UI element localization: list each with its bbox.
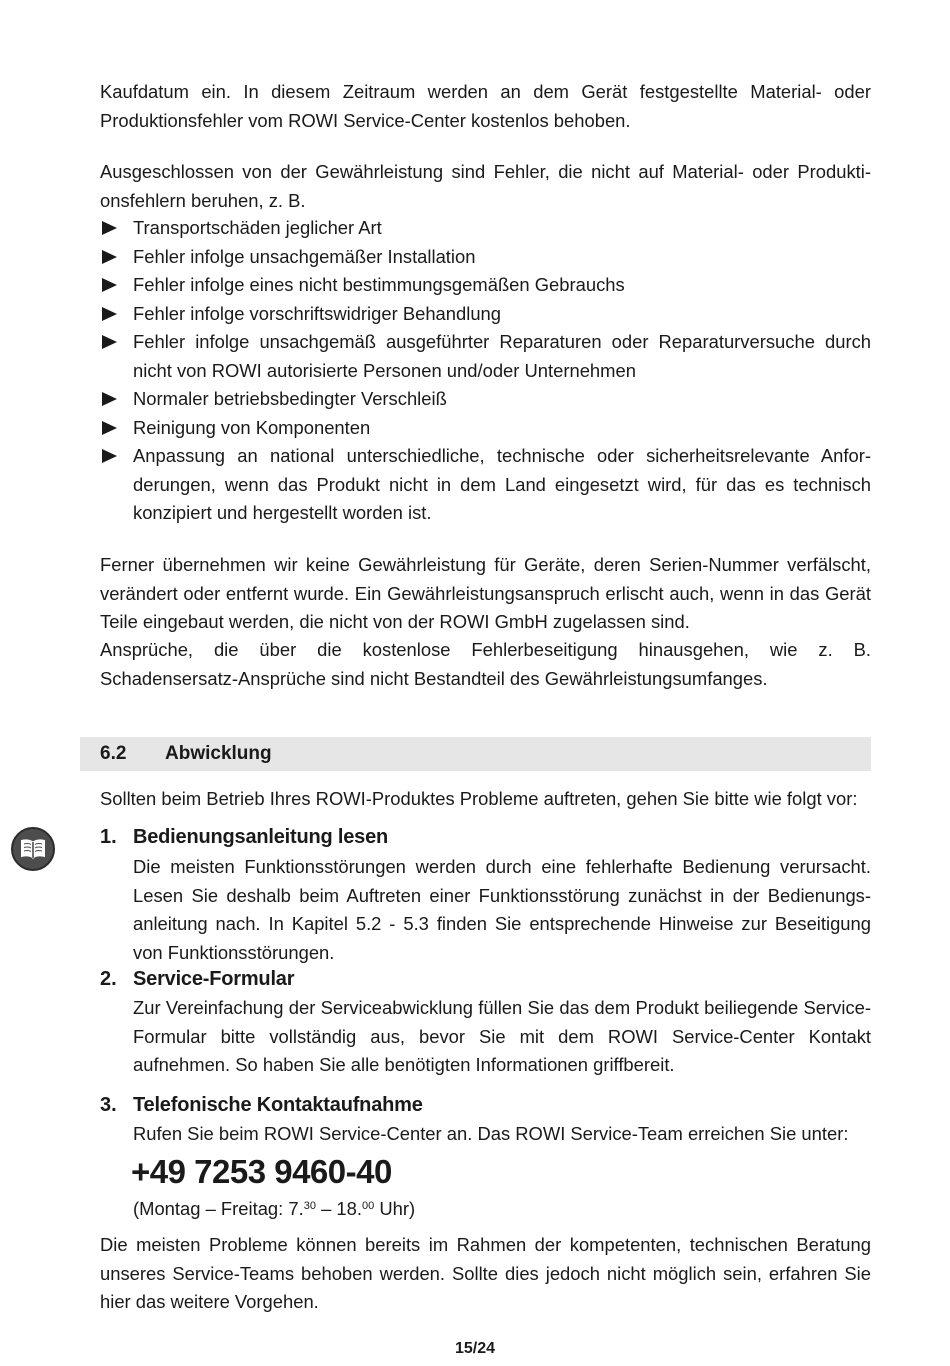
step-number: 2. xyxy=(100,968,117,990)
page-number: 15/24 xyxy=(454,1340,496,1357)
arrow-bullet-icon xyxy=(102,449,117,463)
step-title-service-form: Service-Formular xyxy=(133,968,295,990)
step-title-phone-contact: Telefonische Kontaktaufnahme xyxy=(133,1094,423,1116)
paragraph-exclusions-intro: Ausgeschlossen von der Gewährleistung sind Fehler, die nicht auf Material- oder Produkti-onsfehlern beruhen, z. B. xyxy=(100,161,871,211)
paragraph-serial-number: Ferner übernehmen wir keine Gewährleistung für Geräte, deren Serien-Nummer verfälscht, verändert oder entfernt wurde. Ein Gewährleistungsanspruch erlischt auch, wenn in das Gerät Teile eingebaut werden, die nicht von der ROWI GmbH zugelassen sind. xyxy=(100,554,871,632)
list-item: Fehler infolge vorschriftswidriger Behandlung xyxy=(100,300,871,329)
step-body-phone-contact: Rufen Sie beim ROWI Service-Center an. Das ROWI Service-Team erreichen Sie unter: xyxy=(133,1123,849,1144)
section-number: 6.2 xyxy=(100,743,127,764)
step-body-service-form: Zur Vereinfachung der Serviceabwicklung füllen Sie das dem Produkt beiliegende Service-Formular bitte vollständig aus, bevor Sie mit dem ROWI Service-Center Kontakt aufnehmen. So haben Sie alle benötigten Informationen griffbereit. xyxy=(133,997,871,1075)
step-number: 3. xyxy=(100,1094,117,1116)
arrow-bullet-icon xyxy=(102,421,117,435)
list-item: Anpassung an national unterschiedliche, technische oder sicherheitsrelevante Anfor-derungen, wenn das Produkt nicht in dem Land eingesetzt wird, für das es technisch konzipiert und hergestellt worden ist. xyxy=(100,442,871,528)
paragraph-final: Die meisten Probleme können bereits im Rahmen der kompetenten, technischen Beratung unseres Service-Teams behoben werden. Sollte dies jedoch nicht möglich sein, erfahren Sie hier das weitere Vorgehen. xyxy=(100,1234,871,1312)
section-title: Abwicklung xyxy=(165,743,272,764)
paragraph-warranty-period: Kaufdatum ein. In diesem Zeitraum werden an dem Gerät festgestellte Material- oder Produktionsfehler vom ROWI Service-Center kostenlos behoben. xyxy=(100,81,871,131)
service-phone-number: +49 7253 9460-40 xyxy=(131,1153,392,1190)
manual-book-icon xyxy=(11,827,55,871)
step-title-manual: Bedienungsanleitung lesen xyxy=(133,826,389,848)
arrow-bullet-icon xyxy=(102,392,117,406)
arrow-bullet-icon xyxy=(102,307,117,321)
arrow-bullet-icon xyxy=(102,278,117,292)
list-item: Transportschäden jeglicher Art xyxy=(100,214,871,243)
paragraph-procedure-intro: Sollten beim Betrieb Ihres ROWI-Produktes Probleme auftreten, gehen Sie bitte wie folgt vor: xyxy=(100,788,858,809)
arrow-bullet-icon xyxy=(102,250,117,264)
service-hours: (Montag – Freitag: 7.30 – 18.00 Uhr) xyxy=(133,1198,416,1219)
list-item: Reinigung von Komponenten xyxy=(100,414,871,443)
step-number: 1. xyxy=(100,826,117,848)
exclusions-list xyxy=(100,214,871,528)
list-item: Fehler infolge unsachgemäß ausgeführter Reparaturen oder Reparaturversuche durch nicht von ROWI autorisierte Personen und/oder Unternehmen xyxy=(100,328,871,385)
step-body-manual: Die meisten Funktionsstörungen werden durch eine fehlerhafte Bedienung verursacht. Lesen Sie deshalb beim Auftreten einer Funktionsstörung zunächst in der Bedienungs-anleitung nach. In Kapitel 5.2 - 5.3 finden Sie entsprechende Hinweise zur Beseitigung von Funktionsstörungen. xyxy=(133,856,871,963)
paragraph-claims: Ansprüche, die über die kostenlose Fehlerbeseitigung hinausgehen, wie z. B. Schadensersatz-Ansprüche sind nicht Bestandteil des Gewährleistungsumfanges. xyxy=(100,639,871,689)
arrow-bullet-icon xyxy=(102,335,117,349)
list-item: Fehler infolge eines nicht bestimmungsgemäßen Gebrauchs xyxy=(100,271,871,300)
list-item: Fehler infolge unsachgemäßer Installation xyxy=(100,243,871,272)
list-item: Normaler betriebsbedingter Verschleiß xyxy=(100,385,871,414)
arrow-bullet-icon xyxy=(102,221,117,235)
